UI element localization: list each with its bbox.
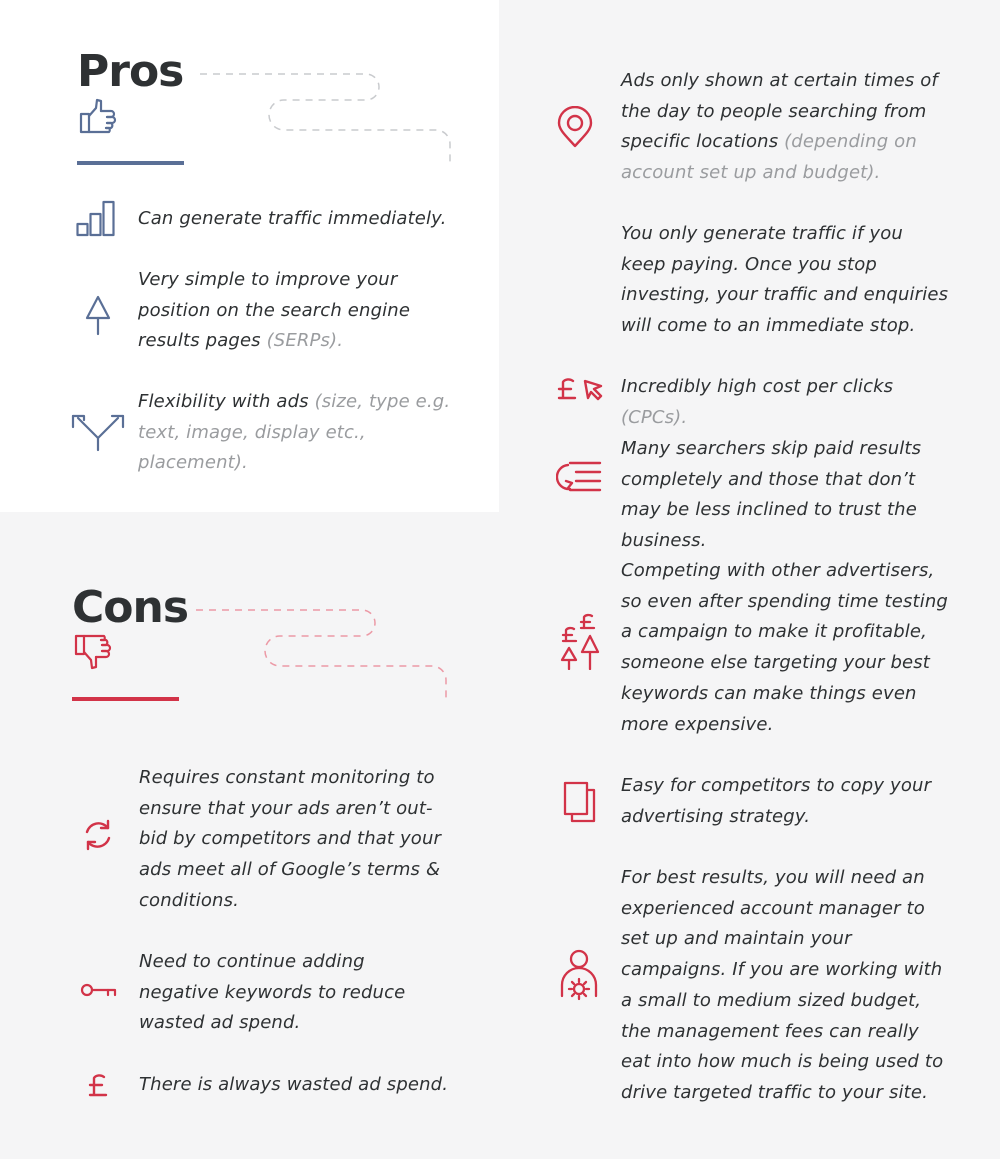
refresh-icon [81,818,115,852]
competing-bids-icon [558,612,602,670]
skip-list-icon [556,459,602,495]
cons-right-item-2 [621,219,951,342]
pound-cursor-icon [557,376,605,402]
cons-right-item-3 [621,372,961,433]
pros-underline [77,161,184,165]
location-pin-icon [556,106,594,148]
arrow-up-icon [82,294,114,336]
pros-dashed-connector [198,66,460,166]
cons-right-item-6 [621,771,951,832]
cons-left-item-2 [139,947,449,1039]
bar-chart-icon [76,198,116,238]
cons-right-item-7-text: For best results, you will need an experienced account manager to set up and maintain your campaigns. If you are working with a small to medium sized budget, the management fees can really eat into how much is being used to drive targeted traffic to your site. [621,867,944,1103]
split-arrows-icon [70,410,126,452]
cons-right-item-4-text: Many searchers skip paid results completely and those that don’t may be less inclined to trust the business. [621,438,922,552]
cons-right-item-1 [621,66,951,189]
thumbs-up-icon [78,96,118,136]
cons-left-item-3 [139,1070,459,1101]
pros-heading: Pros [77,46,184,97]
cons-right-item-6-text: Easy for competitors to copy your advertising strategy. [621,775,932,827]
cons-right-item-2-text: You only generate traffic if you keep paying. Once you stop investing, your traffic and enquiries will come to an immediate stop. [621,223,949,337]
cons-left-item-2-text: Need to continue adding negative keywords to reduce wasted ad spend. [139,951,406,1034]
cons-right-item-4 [621,434,951,557]
cons-left-item-1-text: Requires constant monitoring to ensure that your ads aren’t out-bid by competitors and that your ads meet all of Google’s terms & conditions. [139,767,442,911]
pros-item-2 [138,265,438,357]
cons-right-item-7 [621,863,951,1109]
pros-item-3-note: (size, type e.g. text, image, display etc., placement). [138,391,451,474]
cons-right-item-5 [621,556,951,740]
pros-item-1 [138,204,458,235]
key-icon [80,980,118,1000]
cons-underline [72,697,179,701]
copy-icon [563,781,597,823]
pros-item-3 [138,387,453,479]
pound-icon [88,1072,110,1098]
cons-left-item-3-text: There is always wasted ad spend. [139,1074,449,1095]
thumbs-down-icon [73,632,113,672]
cons-dashed-connector [194,602,456,702]
cons-right-item-1-note: (depending on account set up and budget). [621,131,917,184]
pros-item-2-note: (SERPs). [266,330,344,352]
cons-right-item-5-text: Competing with other advertisers, so even after spending time testing a campaign to make it profitable, someone else targeting your best keywords can make things even more expensive. [621,560,948,735]
cons-left-item-1 [139,763,459,917]
pros-item-1-text: Can generate traffic immediately. [138,208,447,229]
cons-heading: Cons [72,582,189,633]
cons-right-item-1-text: Ads only shown at certain times of the day to people searching from specific locations [621,70,938,153]
pros-item-3-text: Flexibility with ads [138,391,309,412]
cons-right-item-3-note: (CPCs). [621,406,688,428]
account-manager-icon [559,948,599,1006]
cons-right-item-3-text: Incredibly high cost per clicks [621,376,894,397]
pros-item-2-text: Very simple to improve your position on the search engine results pages [138,269,411,352]
